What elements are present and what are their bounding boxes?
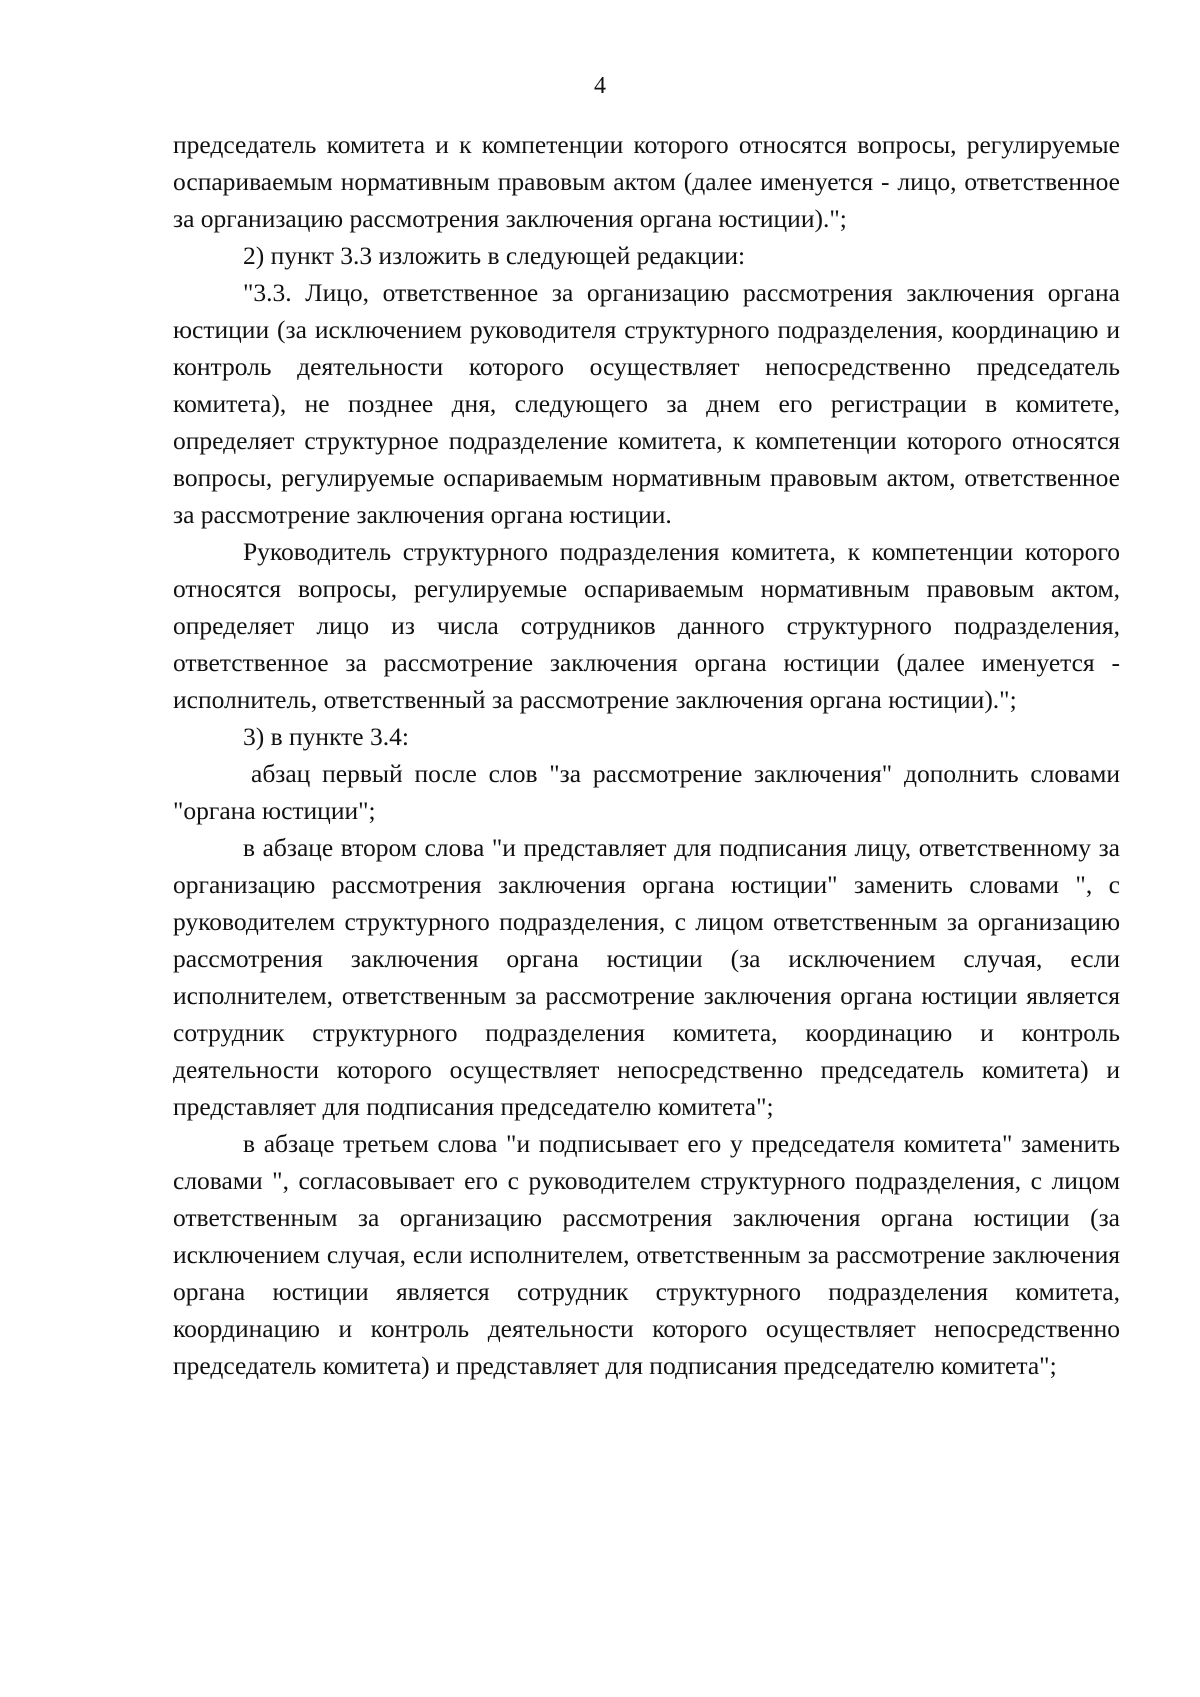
paragraph-second-subparagraph: в абзаце втором слова "и представляет для подписания лицу, ответственному за организацию рассмотрения заключения органа юстиции" заменить словами ", с руководителем структурного подразделения, с лицом ответственным за организацию рассмотрения заключения органа юстиции (за исключением случая, если исполнителем, ответственным за рассмотрение заключения органа юстиции является сотрудник структурного подразделения комитета, координацию и контроль деятельности которого осуществляет непосредственно председатель комитета) и представляет для подписания председателю комитета"; (173, 833, 1120, 1121)
page-number: 4 (594, 73, 606, 99)
document-body (173, 126, 1120, 1384)
paragraph-continuation: председатель комитета и к компетенции которого относятся вопросы, регулируемые оспариваемым нормативным правовым актом (далее именуется - лицо, ответственное за организацию рассмотрения заключения органа юстиции)."; (173, 130, 1120, 233)
paragraph-item-2: 2) пункт 3.3 изложить в следующей редакции: (243, 241, 746, 270)
paragraph-clause-3-3: "3.3. Лицо, ответственное за организацию рассмотрения заключения органа юстиции (за исключением руководителя структурного подразделения, координацию и контроль деятельности которого осуществляет непосредственно председатель комитета), не позднее дня, следующего за днем его регистрации в комитете, определяет структурное подразделение комитета, к компетенции которого относятся вопросы, регулируемые оспариваемым нормативным правовым актом, ответственное за рассмотрение заключения органа юстиции. (173, 278, 1120, 529)
paragraph-first-subparagraph: абзац первый после слов "за рассмотрение заключения" дополнить словами "органа юстиции"; (173, 759, 1120, 825)
paragraph-third-subparagraph: в абзаце третьем слова "и подписывает его у председателя комитета" заменить словами ", согласовывает его с руководителем структурного подразделения, с лицом ответственным за организацию рассмотрения заключения органа юстиции (за исключением случая, если исполнителем, ответственным за рассмотрение заключения органа юстиции является сотрудник структурного подразделения комитета, координацию и контроль деятельности которого осуществляет непосредственно председатель комитета) и представляет для подписания председателю комитета"; (173, 1129, 1120, 1380)
paragraph-head-of-division: Руководитель структурного подразделения комитета, к компетенции которого относятся вопросы, регулируемые оспариваемым нормативным правовым актом, определяет лицо из числа сотрудников данного структурного подразделения, ответственное за рассмотрение заключения органа юстиции (далее именуется - исполнитель, ответственный за рассмотрение заключения органа юстиции)."; (173, 537, 1120, 714)
paragraph-item-3: 3) в пункте 3.4: (243, 722, 409, 751)
